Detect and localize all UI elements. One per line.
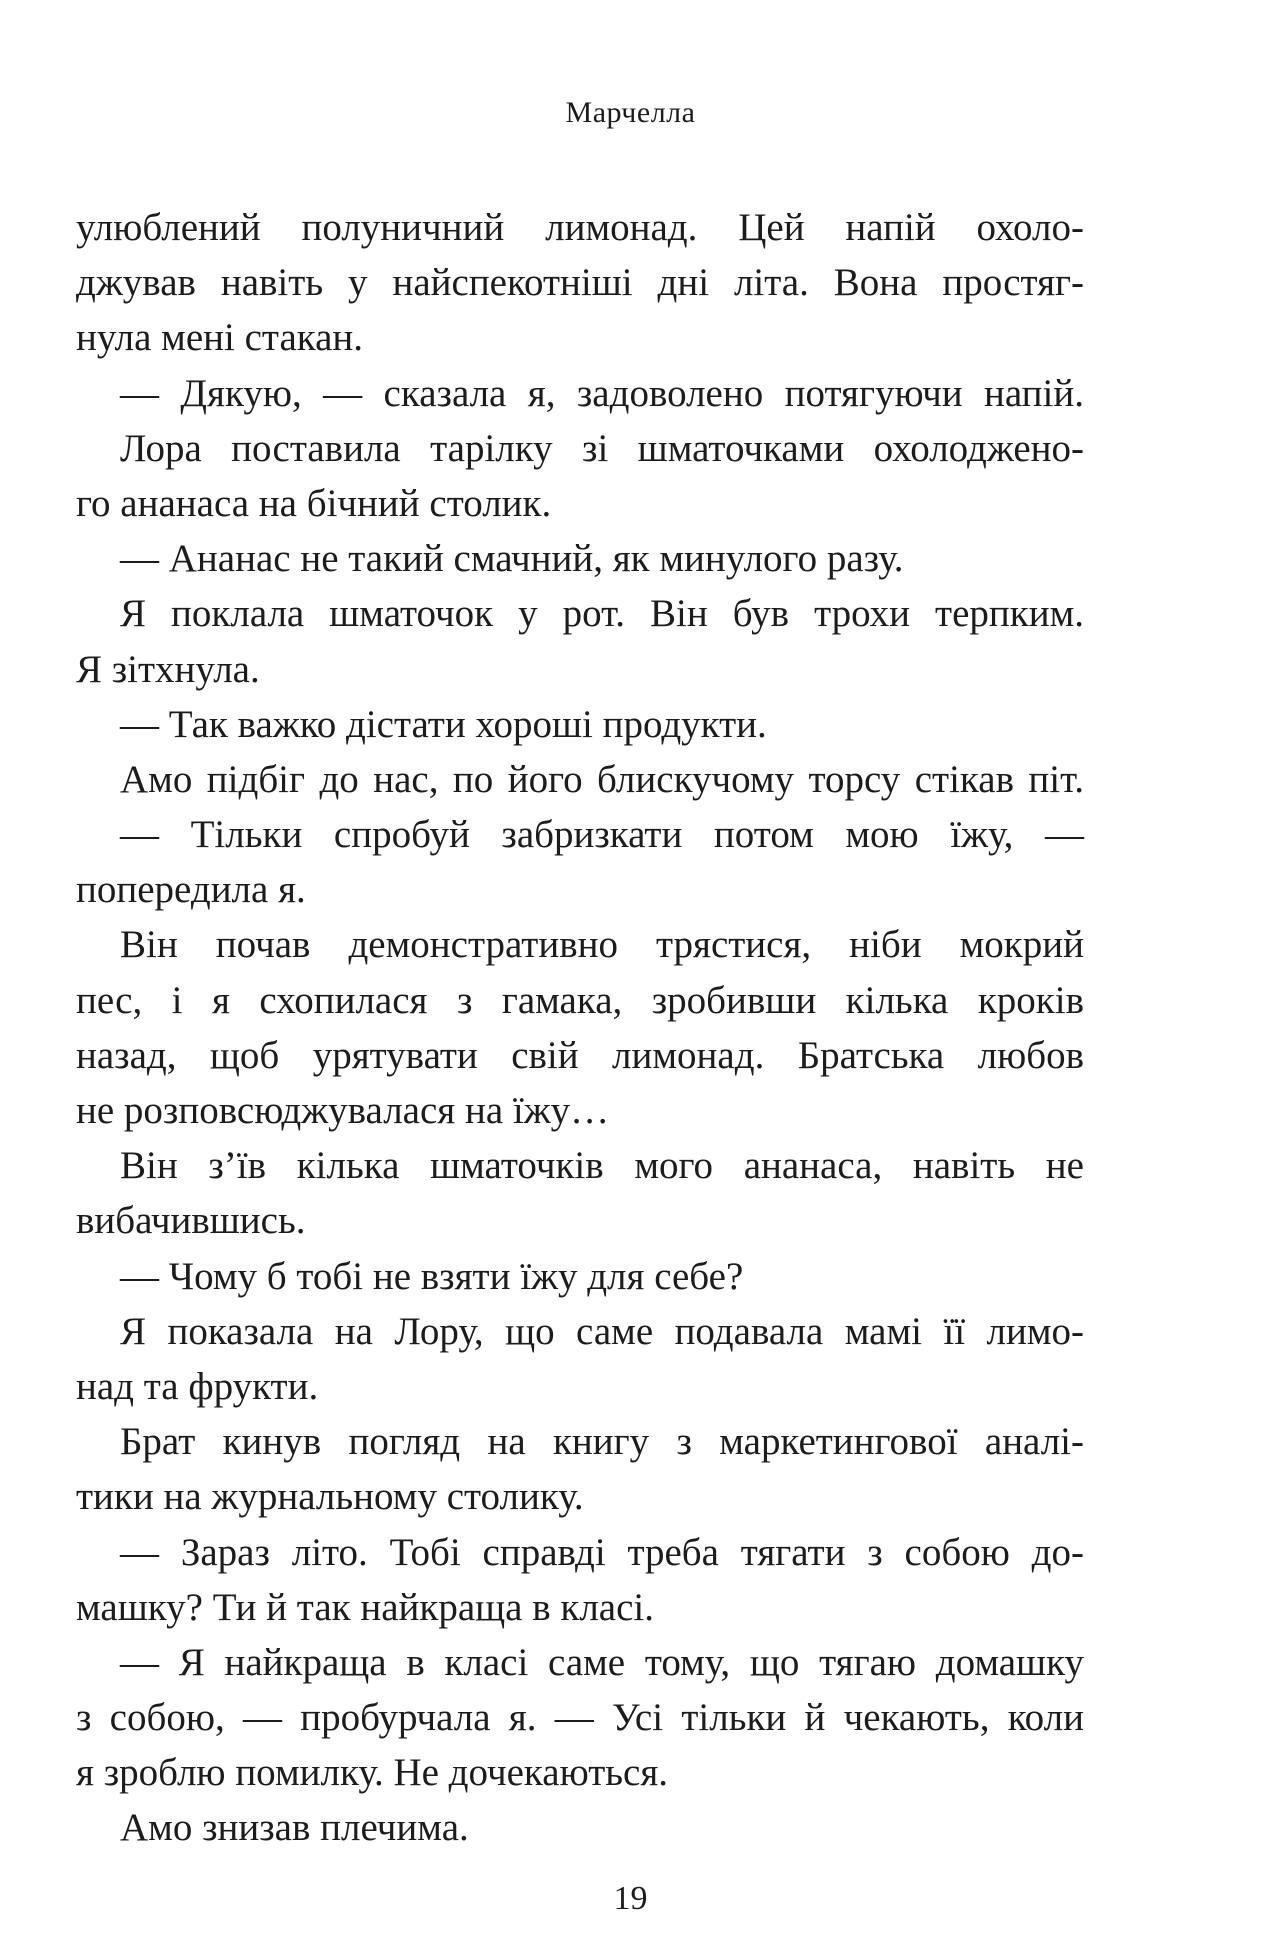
text-line: — Я найкраща в класі саме тому, що тягаю домашку bbox=[120, 1640, 1084, 1684]
text-line: го ананаса на бічний столик. bbox=[76, 481, 552, 525]
text-line: Він з’їв кілька шматочків мого ананаса, навіть не bbox=[120, 1144, 1084, 1188]
text-line: — Чому б тобі не взяти їжу для себе? bbox=[120, 1254, 744, 1298]
page-number: 19 bbox=[613, 1880, 648, 1917]
text-line: машку? Ти й так найкраща в класі. bbox=[76, 1585, 655, 1629]
text-line: Я показала на Лору, що саме подавала мамі її лимо- bbox=[120, 1309, 1084, 1353]
text-line: Амо знизав плечима. bbox=[120, 1806, 469, 1850]
text-line: тики на журнальному столику. bbox=[76, 1475, 584, 1519]
text-line: Лора поставила тарілку зі шматочками охолоджено- bbox=[120, 426, 1084, 470]
text-line: джував навіть у найспекотніші дні літа. Вона простяг- bbox=[76, 261, 1084, 305]
text-line: — Так важко дістати хороші продукти. bbox=[120, 702, 767, 746]
text-line: — Тільки спробуй забризкати потом мою їжу, — bbox=[120, 813, 1084, 857]
text-line: Брат кинув погляд на книгу з маркетингової аналі- bbox=[120, 1420, 1084, 1464]
text-line: з собою, — пробурчала я. — Усі тільки й чекають, коли bbox=[76, 1696, 1084, 1740]
text-line: — Зараз літо. Тобі справді треба тягати з собою до- bbox=[120, 1530, 1084, 1574]
text-line: улюблений полуничний лимонад. Цей напій охоло- bbox=[76, 206, 1084, 249]
text-line: пес, і я схопилася з гамака, зробивши кілька кроків bbox=[76, 978, 1084, 1022]
text-line: нула мені стакан. bbox=[76, 316, 364, 360]
text-line: Я поклала шматочок у рот. Він був трохи терпким. bbox=[120, 592, 1084, 636]
text-line: вибачившись. bbox=[76, 1199, 306, 1243]
text-line: попередила я. bbox=[76, 868, 306, 912]
body-text bbox=[76, 200, 1084, 1856]
text-line: назад, щоб урятувати свій лимонад. Братська любов bbox=[76, 1033, 1084, 1077]
text-line: над та фрукти. bbox=[76, 1364, 319, 1408]
text-line: — Ананас не такий смачний, як минулого разу. bbox=[120, 537, 904, 581]
text-line: — Дякую, — сказала я, задоволено потягуючи напій. bbox=[120, 371, 1084, 415]
text-line: Я зітхнула. bbox=[76, 647, 260, 691]
text-line: Він почав демонстративно трястися, ніби мокрий bbox=[120, 923, 1084, 967]
running-head: Марчелла bbox=[565, 96, 696, 129]
text-line: Амо підбіг до нас, по його блискучому торсу стікав піт. bbox=[120, 757, 1084, 801]
text-line: я зроблю помилку. Не дочекаються. bbox=[76, 1751, 669, 1795]
text-line: не розповсюджувалася на їжу… bbox=[76, 1089, 610, 1132]
